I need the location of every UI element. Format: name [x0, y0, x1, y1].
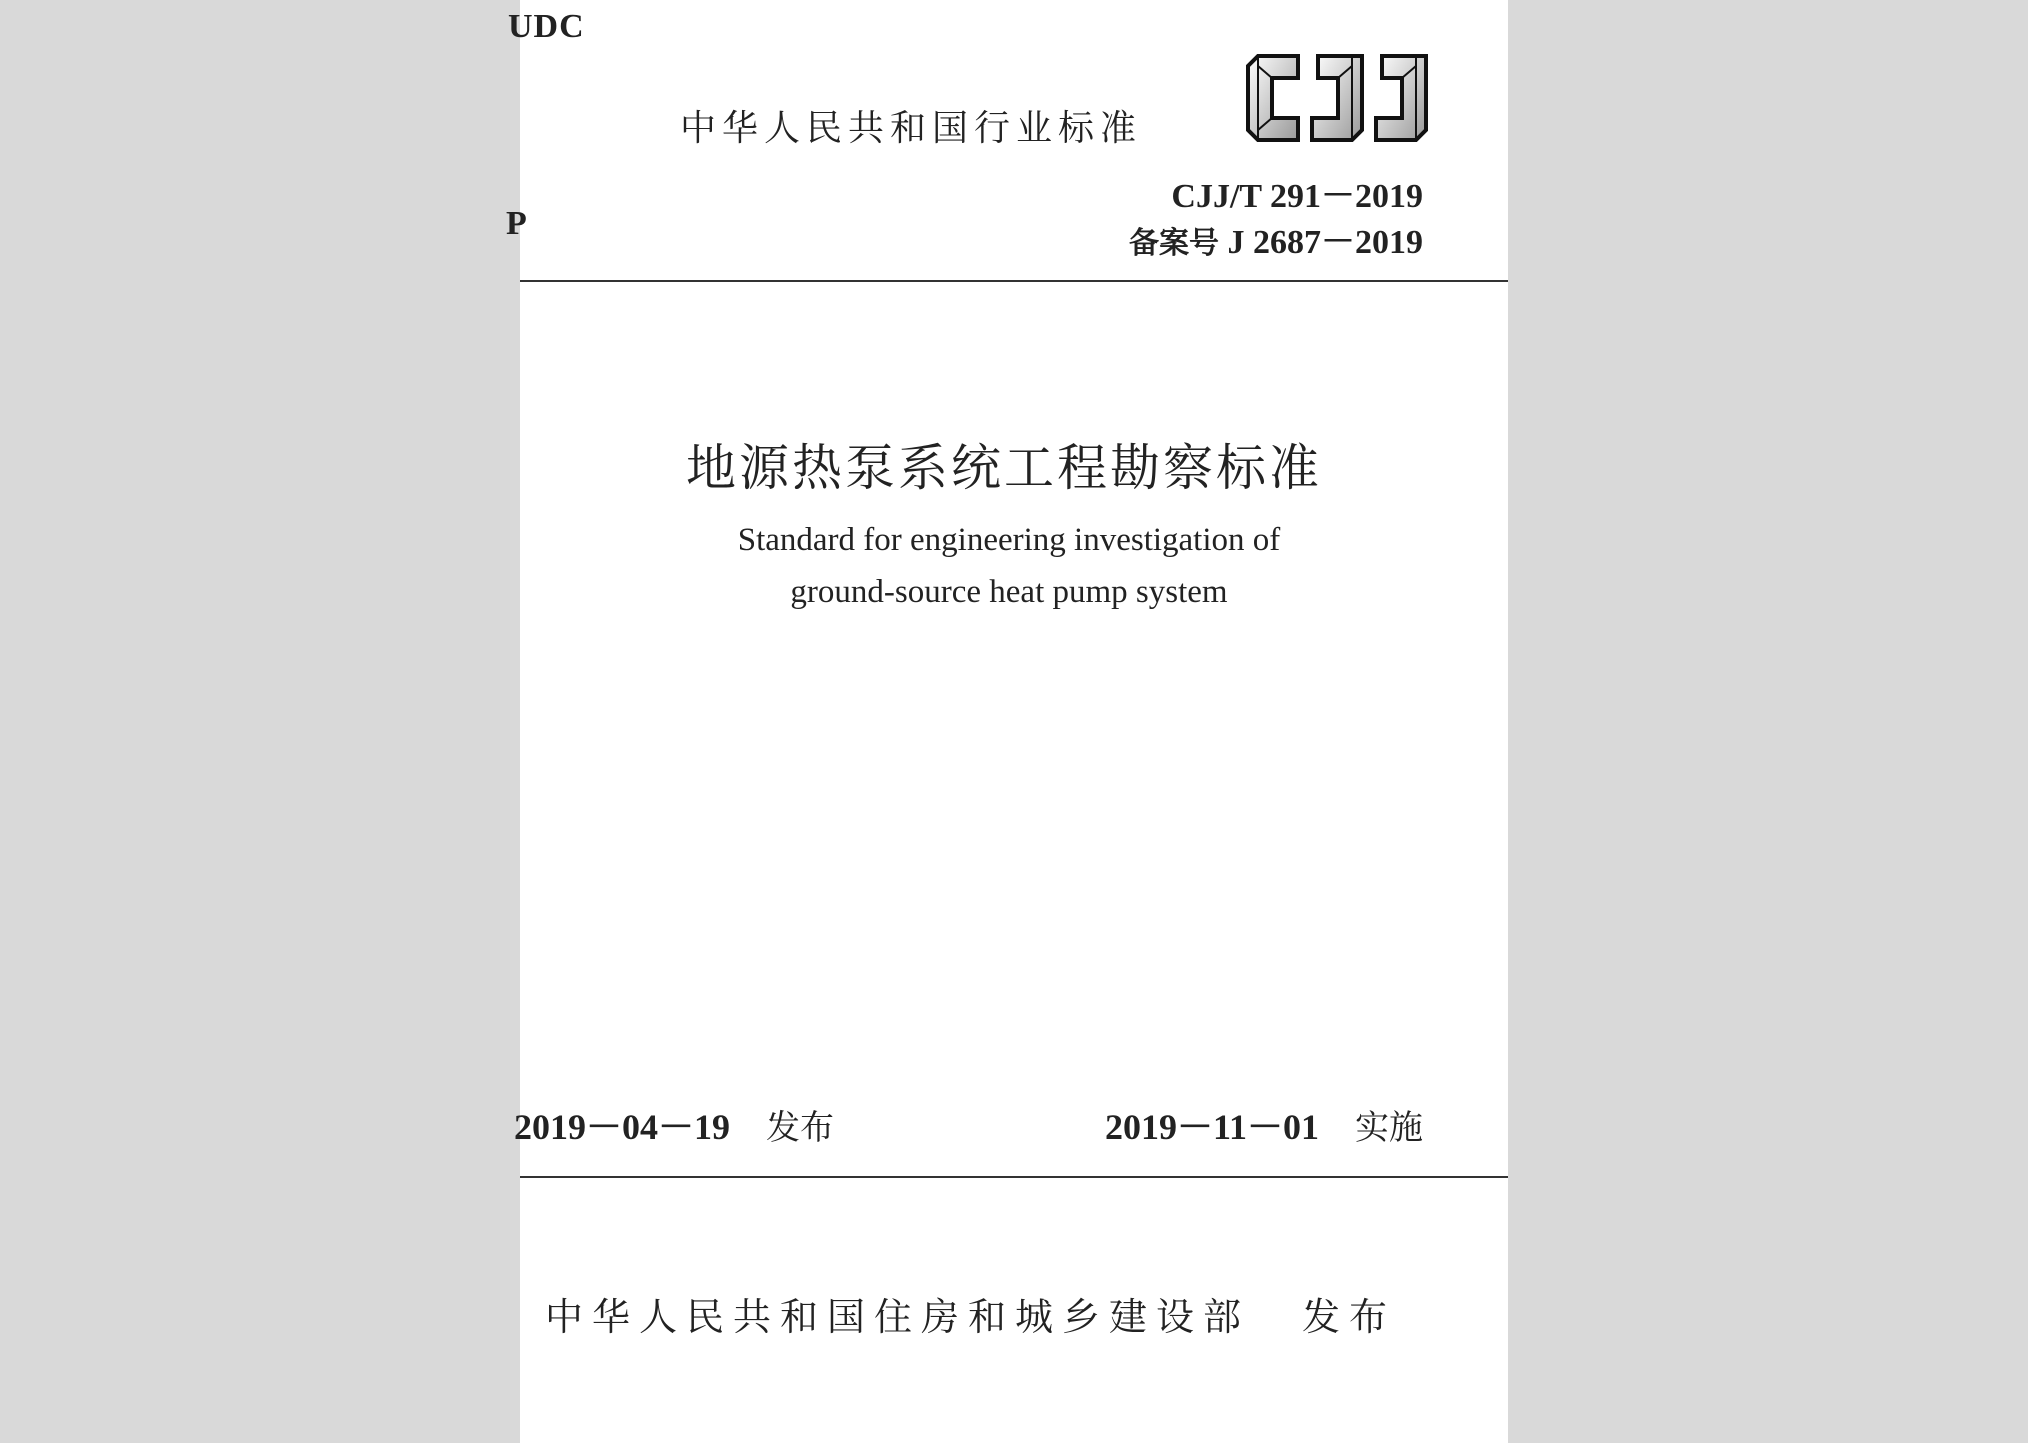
title-english [520, 514, 1508, 618]
record-label: 备案号 [1129, 226, 1219, 261]
standard-number: CJJ/T 291－2019 [1171, 178, 1423, 215]
top-divider [520, 280, 1508, 282]
implement-label: 实施 [1355, 1108, 1423, 1148]
title-english-line1: Standard for engineering investigation of [737, 522, 1281, 558]
issue-date-line [514, 1099, 834, 1150]
issue-label: 发布 [766, 1108, 835, 1148]
cjj-logo [1240, 48, 1435, 148]
record-number-line [1129, 214, 1423, 263]
udc-label: UDC [508, 8, 585, 45]
document-page [506, 0, 1508, 1443]
publisher: 中华人民共和国住房和城乡建设部 [545, 1295, 1251, 1339]
record-number: J 2687－2019 [1227, 224, 1423, 261]
industry-standard-heading: 中华人民共和国行业标准 [680, 108, 1143, 149]
bottom-divider [520, 1176, 1508, 1178]
publisher-action: 发布 [1302, 1295, 1397, 1339]
title-chinese: 地源热泵系统工程勘察标准 [686, 439, 1322, 497]
title-english-line2: ground-source heat pump system [790, 574, 1228, 610]
issue-date: 2019－04－19 [514, 1107, 731, 1147]
implement-date-line [1105, 1099, 1423, 1150]
category-mark: P [506, 205, 527, 242]
implement-date: 2019－11－01 [1104, 1107, 1319, 1147]
cjj-logo-text: CJJ [1240, 48, 1242, 49]
